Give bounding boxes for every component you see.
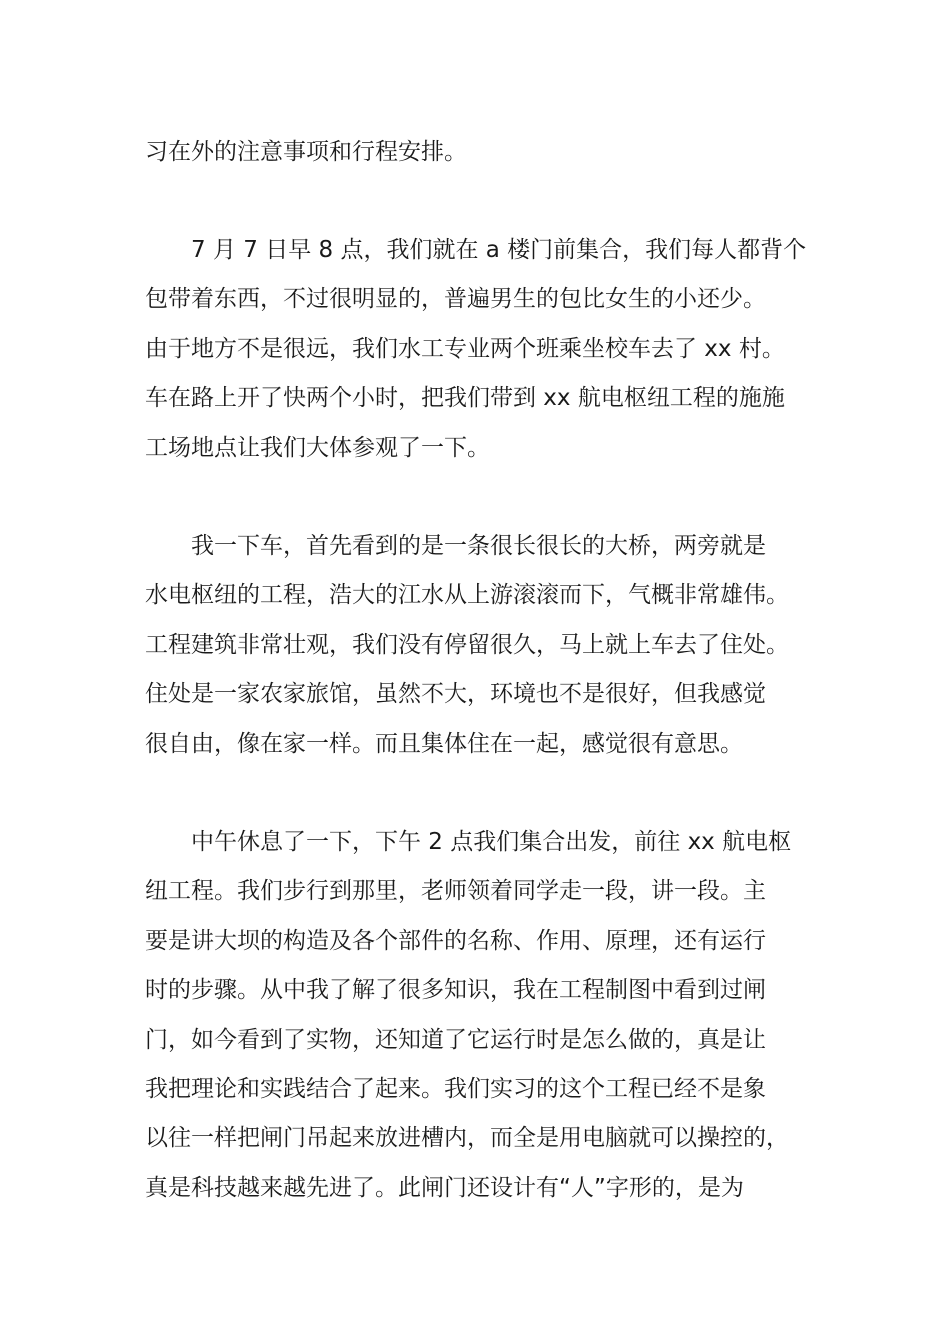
text-line: 工程建筑非常壮观，我们没有停留很久，马上就上车去了住处。 — [145, 631, 789, 658]
text-line: 真是科技越来越先进了。此闸门还设计有“人”字形的，是为 — [145, 1174, 744, 1201]
text-line: 我一下车，首先看到的是一条很长很长的大桥，两旁就是 — [191, 533, 766, 559]
text-line: 门，如今看到了实物，还知道了它运行时是怎么做的，真是让 — [145, 1026, 766, 1053]
paragraph-afternoon-visit — [145, 818, 845, 1213]
text-line: 很自由，像在家一样。而且集体住在一起，感觉很有意思。 — [145, 730, 743, 757]
text-line: 车在路上开了快两个小时，把我们带到 xx 航电枢纽工程的施施 — [145, 385, 785, 412]
text-line: 以往一样把闸门吊起来放进槽内，而全是用电脑就可以操控的， — [145, 1125, 789, 1152]
text-line: 工场地点让我们大体参观了一下。 — [145, 434, 490, 461]
text-line: 纽工程。我们步行到那里，老师领着同学走一段，讲一段。主 — [145, 878, 766, 905]
text-line: 我把理论和实践结合了起来。我们实习的这个工程已经不是象 — [145, 1075, 766, 1102]
text-line: 水电枢纽的工程，浩大的江水从上游滚滚而下，气概非常雄伟。 — [145, 582, 789, 609]
text-line: 要是讲大坝的构造及各个部件的名称、作用、原理，还有运行 — [145, 927, 766, 954]
text-line: 习在外的注意事项和行程安排。 — [145, 139, 467, 165]
text-line: 住处是一家农家旅馆，虽然不大，环境也不是很好，但我感觉 — [145, 681, 766, 708]
text-line: 时的步骤。从中我了解了很多知识，我在工程制图中看到过闸 — [145, 977, 766, 1004]
text-line: 包带着东西，不过很明显的，普遍男生的包比女生的小还少。 — [145, 286, 766, 313]
paragraph-arrival — [145, 522, 845, 769]
text-line: 中午休息了一下，下午 2 点我们集合出发，前往 xx 航电枢 — [191, 829, 792, 855]
text-line: 由于地方不是很远，我们水工专业两个班乘坐校车去了 xx 村。 — [145, 335, 785, 362]
paragraph-continuation — [145, 128, 845, 177]
paragraph-assembly — [145, 226, 845, 473]
text-line: 7 月 7 日早 8 点，我们就在 a 楼门前集合，我们每人都背个 — [191, 237, 807, 263]
